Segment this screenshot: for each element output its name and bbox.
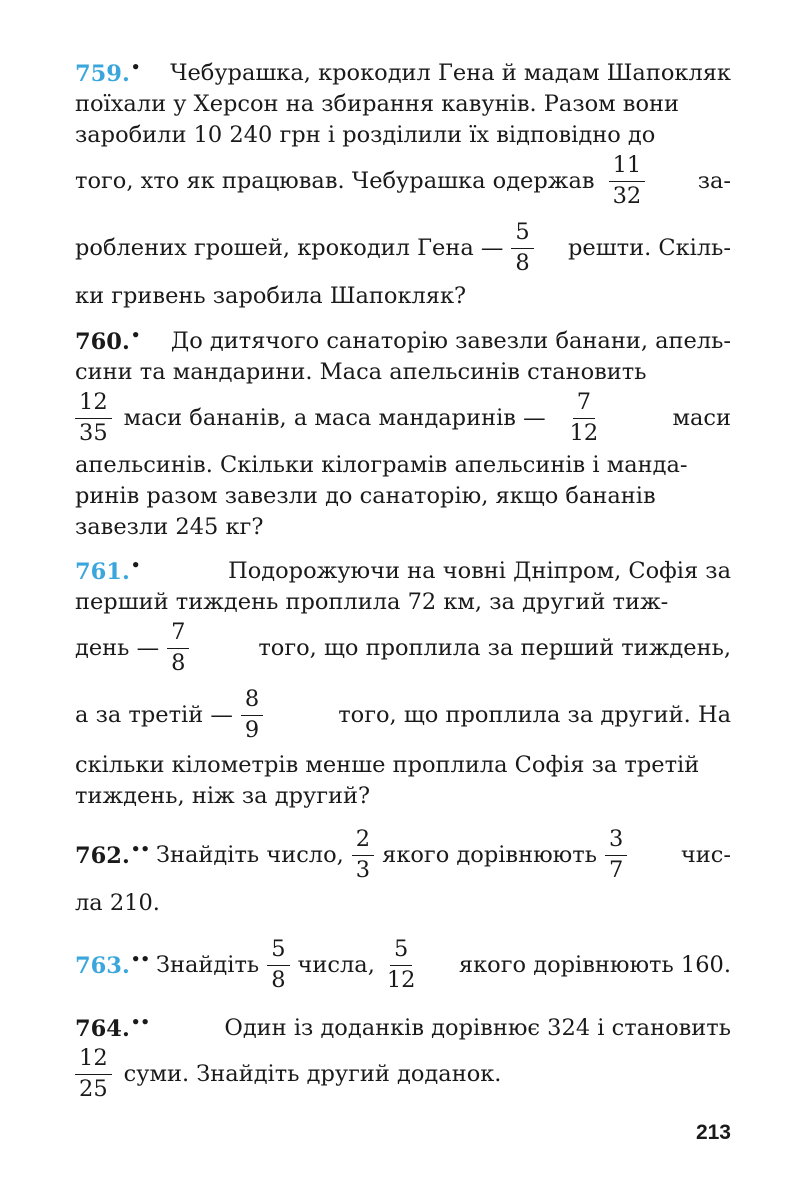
text-line: Знайдіть число, — [156, 841, 344, 868]
fraction-numerator: 7 — [573, 391, 595, 419]
fraction-numerator: 11 — [609, 154, 646, 182]
text-line: того, хто як працював. Чебурашка одержав — [75, 167, 595, 194]
fraction-numerator: 3 — [605, 828, 627, 856]
fraction-denominator: 3 — [355, 856, 371, 883]
text-line: Один із доданків дорівнює 324 і становить — [224, 1014, 731, 1041]
problem-762-line-2 — [75, 879, 731, 927]
difficulty-marker: • — [130, 556, 141, 575]
text-line: суми. Знайдіть другий доданок. — [123, 1060, 502, 1087]
problem-760-line-6 — [75, 503, 731, 551]
fraction-2-3 — [352, 825, 374, 883]
text-line: ки гривень заробила Шапокляк? — [75, 282, 467, 309]
text-line: числа, — [297, 951, 375, 978]
text-line: того, що проплила за перший тиждень, — [258, 634, 731, 661]
text-line: маси бананів, а маса мандаринів — — [123, 404, 546, 431]
difficulty-marker: • — [130, 58, 141, 77]
text-line: скільки кілометрів менше проплила Софія за третій — [75, 751, 700, 778]
fraction-12-25 — [75, 1044, 112, 1102]
text-line: решти. Скіль- — [567, 234, 731, 261]
problem-759-line-4 — [75, 151, 731, 209]
difficulty-marker: •• — [130, 840, 150, 859]
text-line: ла 210. — [75, 889, 160, 916]
fraction-5-8 — [511, 218, 533, 276]
difficulty-marker: •• — [130, 1013, 150, 1032]
fraction-8-9 — [241, 685, 263, 743]
fraction-numerator: 7 — [167, 621, 189, 649]
text-line: завезли 245 кг? — [75, 513, 264, 540]
text-line: чис- — [680, 841, 731, 868]
problem-761-line-3 — [75, 618, 731, 676]
problem-761-line-6 — [75, 772, 731, 820]
text-line: ринів разом завезли до санаторію, якщо бананів — [75, 482, 656, 509]
fraction-denominator: 12 — [386, 966, 416, 993]
fraction-denominator: 8 — [271, 966, 286, 993]
fraction-numerator: 5 — [390, 938, 412, 966]
text-line: роблених грошей, крокодил Гена — — [75, 234, 504, 261]
problem-761-line-4 — [75, 685, 731, 743]
problem-760-number: 760. — [75, 329, 130, 356]
difficulty-marker: •• — [130, 950, 150, 969]
text-line: якого дорівнюють — [382, 841, 597, 868]
problem-764-number: 764. — [75, 1016, 130, 1043]
text-line: сини та мандарини. Маса апельсинів становить — [75, 358, 647, 385]
fraction-denominator: 25 — [79, 1075, 108, 1102]
text-line: апельсинів. Скільки кілограмів апельсинів і манда- — [75, 451, 688, 478]
fraction-denominator: 8 — [171, 649, 186, 676]
textbook-page — [75, 0, 731, 1200]
text-line: за- — [697, 167, 731, 194]
problem-762-number: 762. — [75, 843, 130, 870]
text-line: тиждень, ніж за другий? — [75, 782, 371, 809]
text-line: До дитячого санаторію завезли банани, апель- — [170, 327, 731, 354]
fraction-denominator: 35 — [79, 419, 108, 446]
text-line: день — — [75, 634, 160, 661]
problem-763-line-1 — [75, 935, 731, 993]
problem-759-number: 759. — [75, 61, 130, 88]
problem-764-line-1 — [75, 1004, 731, 1052]
fraction-7-12 — [566, 388, 603, 446]
problem-759-text: Чебурашка, крокодил Гена й мадам Шапокляк — [170, 59, 731, 86]
fraction-numerator: 12 — [75, 391, 112, 419]
page-number: 213 — [695, 1121, 731, 1144]
fraction-numerator: 12 — [75, 1047, 112, 1075]
problem-762-line-1 — [75, 825, 731, 883]
fraction-numerator: 5 — [511, 221, 533, 249]
text-line: Подорожуючи на човні Дніпром, Софія за — [228, 557, 731, 584]
text-line: поїхали у Херсон на збирання кавунів. Разом вони — [75, 90, 680, 117]
fraction-denominator: 8 — [515, 249, 530, 276]
fraction-3-7 — [605, 825, 627, 883]
fraction-numerator: 5 — [267, 938, 289, 966]
problem-764-line-2 — [75, 1044, 731, 1102]
problem-760-line-2 — [75, 348, 731, 396]
problem-760-line-3 — [75, 388, 731, 446]
text-line: Знайдіть — [156, 951, 260, 978]
fraction-numerator: 8 — [241, 688, 263, 716]
fraction-12-35 — [75, 388, 112, 446]
problem-761-number: 761. — [75, 559, 130, 586]
fraction-denominator: 7 — [608, 856, 624, 883]
text-line: якого дорівнюють 160. — [458, 951, 731, 978]
fraction-numerator: 2 — [352, 828, 374, 856]
fraction-7-8 — [167, 618, 189, 676]
fraction-denominator: 12 — [569, 419, 599, 446]
fraction-denominator: 9 — [244, 716, 260, 743]
text-line: того, що проплила за другий. На — [338, 701, 731, 728]
difficulty-marker: • — [130, 326, 141, 345]
fraction-5-8 — [267, 935, 289, 993]
text-line: маси — [672, 404, 731, 431]
text-line: заробили 10 240 грн і розділили їх відповідно до — [75, 121, 656, 148]
text-line: перший тиждень проплила 72 км, за другий тиж- — [75, 588, 669, 615]
problem-759-line-6 — [75, 272, 731, 320]
fraction-5-12 — [383, 935, 420, 993]
fraction-denominator: 32 — [612, 182, 642, 209]
fraction-11-32 — [609, 151, 646, 209]
problem-759-line-5 — [75, 218, 731, 276]
text-line: а за третій — — [75, 701, 233, 728]
problem-763-number: 763. — [75, 953, 130, 980]
